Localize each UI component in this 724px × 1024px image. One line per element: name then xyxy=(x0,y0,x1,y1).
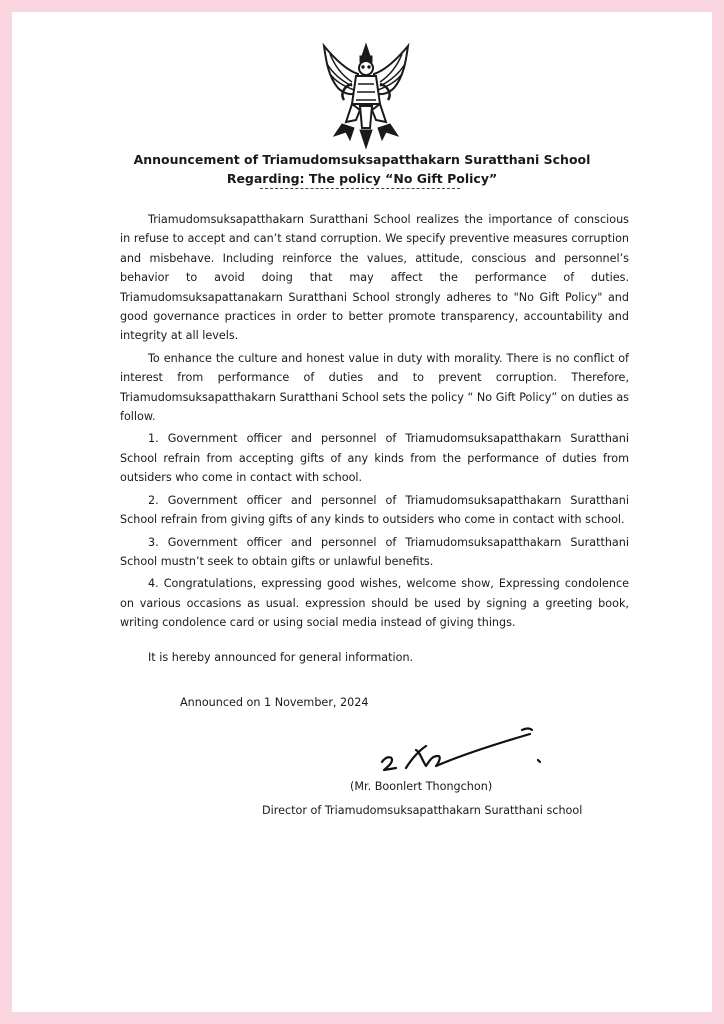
garuda-emblem-icon xyxy=(316,40,416,152)
signer-name: (Mr. Boonlert Thongchon) xyxy=(350,780,493,793)
announcement-subtitle: Regarding: The policy “No Gift Policy” xyxy=(226,171,498,186)
policy-item-2: 2. Government officer and personnel of Triamudomsuksapatthakarn Suratthani School refrain from giving gifts of any kinds to outsiders who come in contact with school. xyxy=(120,493,629,527)
policy-item-3: 3. Government officer and personnel of Triamudomsuksapatthakarn Suratthani School mustn’t seek to obtain gifts or unlawful benefits. xyxy=(120,535,629,568)
policy-item-4: 4. Congratulations, expressing good wishes, welcome show, Expressing condolence on various occasions as usual. expression should be used by signing a greeting book, writing condolence card or using social media instead of giving things. xyxy=(120,577,629,630)
announced-date: Announced on 1 November, 2024 xyxy=(180,696,369,709)
document-page xyxy=(12,12,712,1012)
announcement-body xyxy=(120,210,629,670)
closing-statement: It is hereby announced for general information. xyxy=(148,650,414,664)
title-divider xyxy=(260,188,460,189)
announcement-title: Announcement of Triamudomsuksapatthakarn Suratthani School xyxy=(133,152,591,167)
body-paragraph-intro: Triamudomsuksapatthakarn Suratthani School realizes the importance of conscious in refuse to accept and can’t stand corruption. We specify preventive measures corruption and misbehave. Including reinforce the values, attitude, conscious and personnel’s behavior to avoid doing that may affect the performance of duties. Triamudomsuksapattanakarn Suratthani School strongly adheres to "No Gift Policy" and good governance practices in order to better promote transparency, accountability and integrity at all levels. xyxy=(120,213,629,343)
policy-item-1: 1. Government officer and personnel of Triamudomsuksapatthakarn Suratthani School refrain from accepting gifts of any kinds from the performance of duties from outsiders who come in contact with school. xyxy=(120,432,629,485)
body-paragraph-policy: To enhance the culture and honest value in duty with morality. There is no conflict of interest from performance of duties and to prevent corruption. Therefore, Triamudomsuksapatthakarn Suratthani School sets the policy “ No Gift Policy” on duties as follow. xyxy=(120,351,629,424)
signature-icon xyxy=(372,720,552,780)
signer-title: Director of Triamudomsuksapatthakarn Suratthani school xyxy=(262,804,583,817)
